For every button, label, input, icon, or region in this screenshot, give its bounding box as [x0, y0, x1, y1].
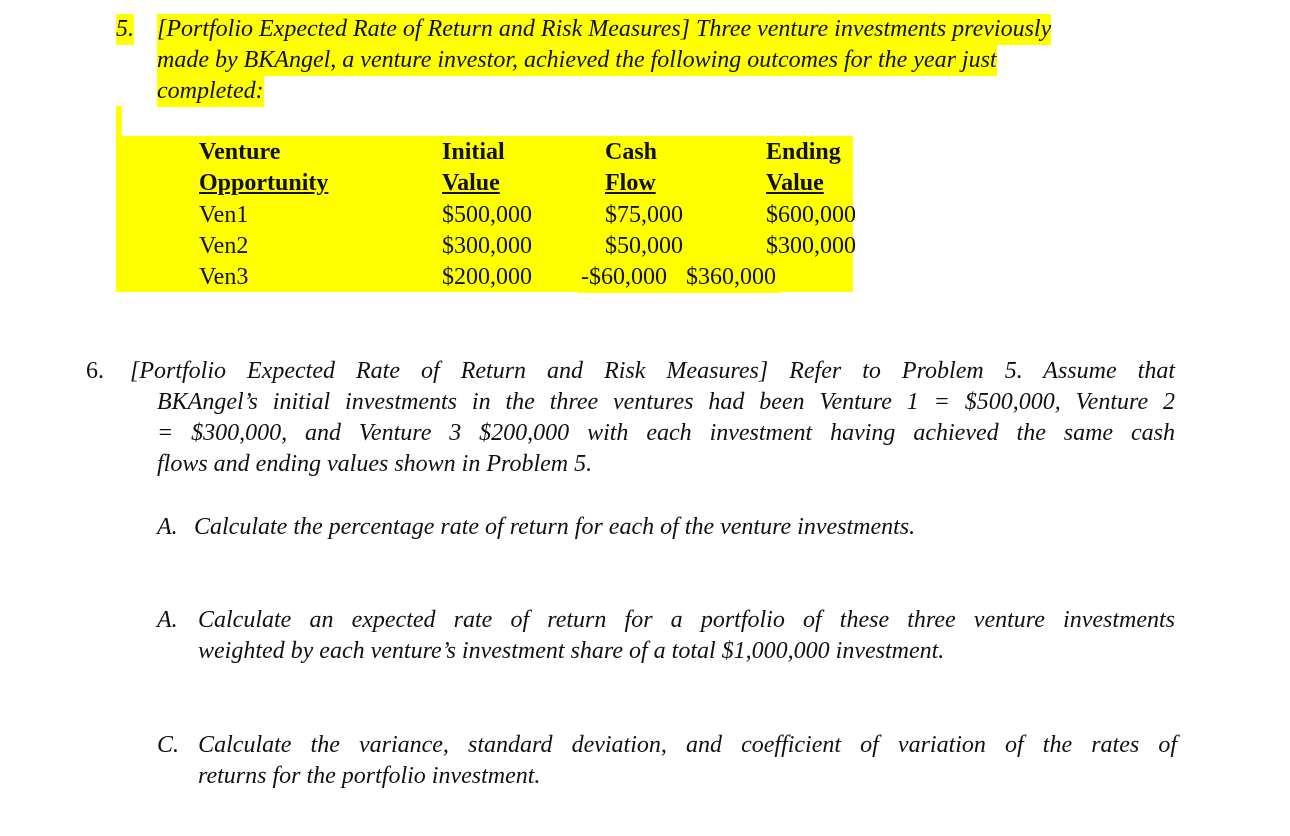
question-a-text: Calculate the percentage rate of return for each of the venture investments. — [194, 514, 916, 540]
header-cash: Cash — [605, 139, 658, 165]
table-row-3-initial: $200,000 — [442, 264, 532, 290]
problem-6-text-line-1: [Portfolio Expected Rate of Return and Risk Measures] Refer to Problem 5. Assume that — [130, 358, 1175, 384]
table-row-2-cash-flow: $50,000 — [605, 233, 683, 259]
table-row-1-cash-flow: $75,000 — [605, 202, 683, 228]
header-opportunity: Opportunity — [199, 170, 329, 196]
problem-6-text-line-2: BKAngel’s initial investments in the three ventures had been Venture 1 = $500,000, Venture 2 — [157, 389, 1175, 415]
header-venture: Venture — [199, 139, 281, 165]
question-c-text-line-2: returns for the portfolio investment. — [198, 763, 541, 789]
question-c-text-line-1: C. Calculate the variance, standard deviation, and coefficient of variation of the rates of — [157, 732, 1177, 758]
highlight-bar — [116, 106, 122, 136]
question-b-text-line-2: weighted by each venture’s investment share of a total $1,000,000 investment. — [198, 638, 945, 664]
table-row-3-name: Ven3 — [199, 264, 249, 290]
question-a-letter: A. — [157, 514, 178, 540]
problem-6-text-line-4: flows and ending values shown in Problem 5. — [157, 451, 593, 477]
question-b-text-line-1: Calculate an expected rate of return for a portfolio of these three venture investments — [198, 607, 1175, 633]
problem-6-text-line-3: = $300,000, and Venture 3 $200,000 with each investment having achieved the same cash — [157, 420, 1175, 446]
table-row-3-ending: $360,000 — [686, 264, 776, 290]
table-row-3-cash-flow: -$60,000 — [581, 264, 667, 290]
problem-5-text-line-1: [Portfolio Expected Rate of Return and Risk Measures] Three venture investments previously — [157, 14, 1051, 45]
table-row-2-name: Ven2 — [199, 233, 249, 259]
problem-5-text-line-2: made by BKAngel, a venture investor, achieved the following outcomes for the year just — [157, 45, 997, 76]
header-flow: Flow — [605, 170, 656, 196]
table-row-2-initial: $300,000 — [442, 233, 532, 259]
problem-5-text-line-3: completed: — [157, 76, 264, 107]
header-value: Value — [442, 170, 500, 196]
table-row-1-ending: $600,000 — [766, 202, 856, 228]
question-b-letter: A. — [157, 607, 178, 633]
problem-6-number: 6. — [86, 358, 104, 384]
header-ending: Ending — [766, 139, 841, 165]
table-row-2-ending: $300,000 — [766, 233, 856, 259]
table-row-1-initial: $500,000 — [442, 202, 532, 228]
problem-5-number: 5. — [116, 14, 134, 45]
header-initial: Initial — [442, 139, 505, 165]
table-row-1-name: Ven1 — [199, 202, 249, 228]
header-ending-value: Value — [766, 170, 824, 196]
